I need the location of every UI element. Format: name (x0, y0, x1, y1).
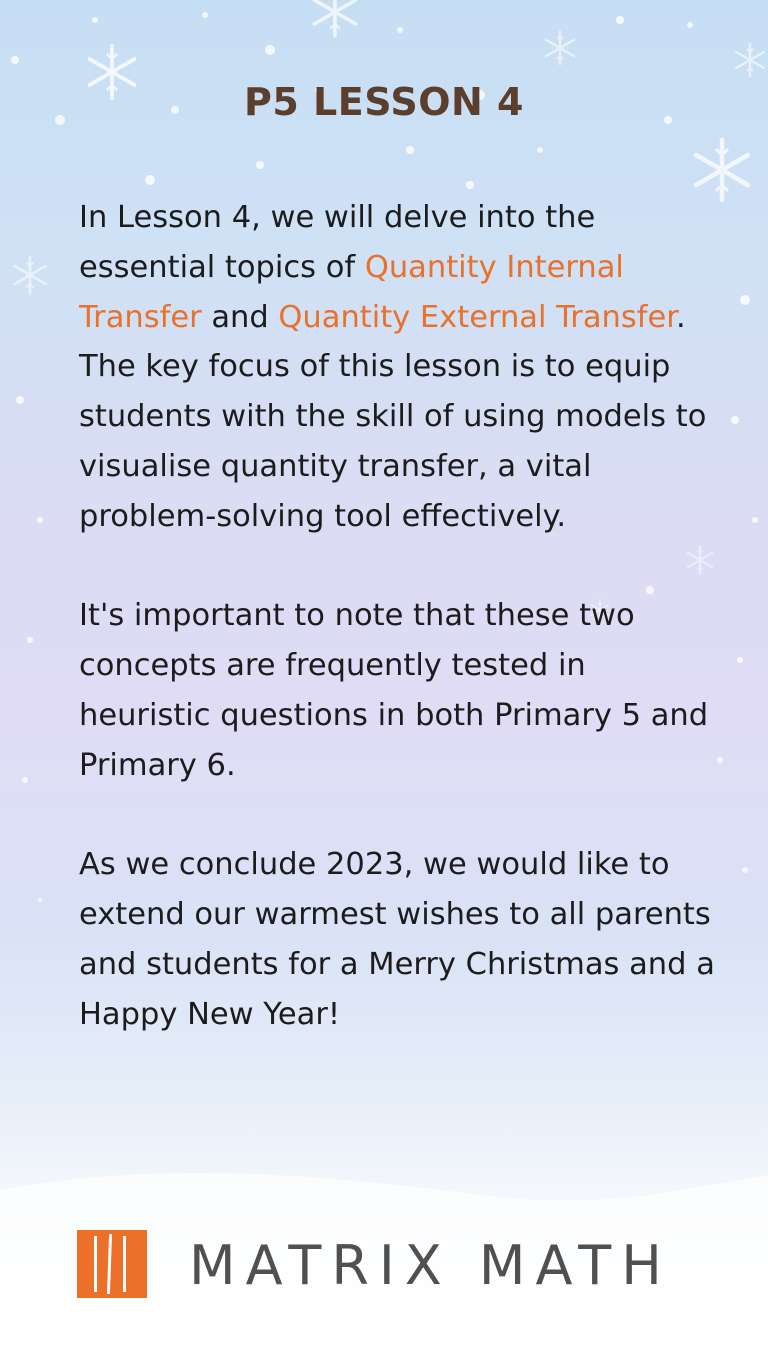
brand-logo (77, 1230, 737, 1300)
connector-text: and (201, 299, 279, 335)
lesson-description (79, 193, 719, 1089)
matrix-math-logo-icon (77, 1230, 147, 1298)
snowflake-icon (546, 32, 574, 64)
paragraph-holiday-wishes: As we conclude 2023, we would like to extend our warmest wishes to all parents and students for a Merry Christmas and a Happy New Year! (79, 847, 715, 1032)
paragraph-exam-note: It's important to note that these two concepts are frequently tested in heuristic questions in both Primary 5 and Primary 6. (79, 598, 709, 783)
focus-text: . The key focus of this lesson is to equip students with the skill of using models to visualise quantity transfer, a vital problem-solving tool effectively. (79, 299, 707, 534)
snowflake-icon (14, 257, 45, 293)
page-title: P5 LESSON 4 (244, 80, 524, 124)
paragraph-lesson-intro (79, 193, 719, 542)
snowflake-icon (736, 44, 764, 76)
snowflake-icon (696, 140, 748, 200)
brand-name: MATRIX MATH (189, 1234, 672, 1297)
snowflake-icon (314, 0, 356, 36)
topic-highlight-external: Quantity External Transfer (278, 299, 676, 335)
topic-highlight-internal: Quantity Internal Transfer (79, 249, 624, 335)
intro-text: In Lesson 4, we will delve into the essential topics of (79, 200, 596, 285)
